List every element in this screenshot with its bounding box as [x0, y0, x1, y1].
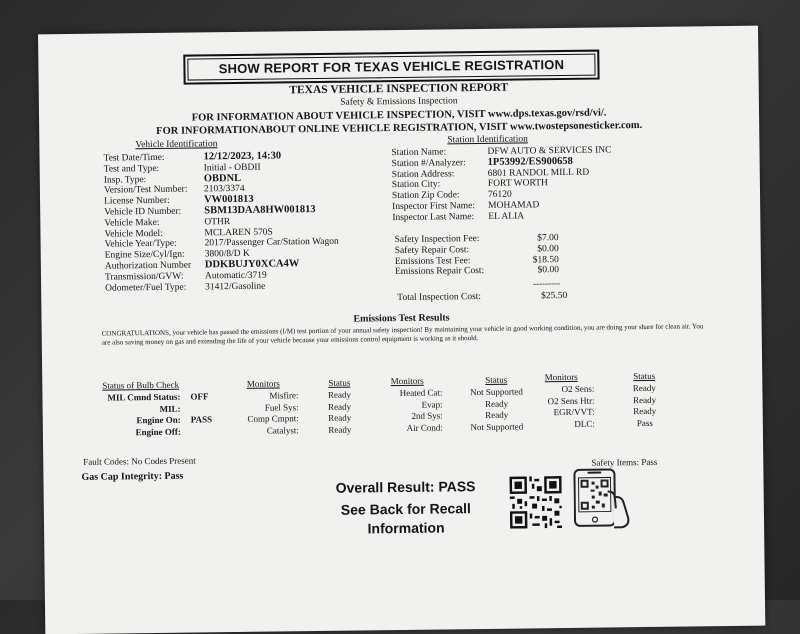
station-row: Inspector First Name: MOHAMAD — [392, 200, 540, 213]
station-row: Station #/Analyzer: 1P53992/ES900658 — [391, 155, 573, 169]
recall-line-1: See Back for Recall — [340, 500, 471, 518]
total-cost-value: $25.50 — [541, 290, 568, 302]
vehicle-row: Vehicle Year/Type: 2017/Passenger Car/Station Wagon — [104, 237, 339, 250]
bulb-check-heading: Status of Bulb Check — [102, 379, 180, 391]
station-row: Inspector Last Name: EL ALIA — [392, 211, 525, 223]
recall-line-2: Information — [367, 519, 445, 537]
vehicle-row: Vehicle Model: MCLAREN 570S — [104, 227, 273, 240]
monitor-row: O2 Sens Htr: Ready — [547, 394, 657, 406]
monitor-row: Air Cond: Not Supported — [406, 421, 524, 434]
vehicle-row: Test and Type: Initial - OBDII — [103, 162, 261, 175]
gas-cap-integrity: Gas Cap Integrity: Pass — [81, 470, 184, 483]
report-title: TEXAS VEHICLE INSPECTION REPORT — [289, 81, 509, 97]
overall-result: Overall Result: PASS — [335, 478, 476, 496]
bulb-row: MIL: — [159, 403, 181, 414]
report-subtitle: Safety & Emissions Inspection — [340, 96, 458, 108]
monitors-header: Monitors — [390, 375, 424, 387]
station-row: Station City: FORT WORTH — [391, 178, 548, 191]
station-row: Station Zip Code: 76120 — [391, 189, 512, 202]
monitor-row: EGR/VVT: Ready — [553, 406, 657, 418]
total-cost — [397, 291, 567, 304]
status-header: Status — [633, 370, 656, 382]
monitors-header: Monitors — [544, 371, 578, 383]
vehicle-identification-heading: Vehicle Identification — [135, 139, 218, 151]
monitor-row: 2nd Sys: Ready — [411, 410, 509, 422]
monitor-row: Heated Cat: Not Supported — [399, 386, 523, 398]
bulb-row: Engine Off: — [135, 426, 181, 438]
fee-row: Safety Inspection Fee: $7.00 — [394, 233, 559, 246]
status-header: Status — [485, 374, 508, 385]
monitor-row: Evap: Ready — [421, 398, 509, 410]
vehicle-row: Odometer/Fuel Type: 31412/Gasoline — [105, 281, 266, 294]
vehicle-row: Vehicle ID Number: SBM13DAA8HW001813 — [104, 204, 316, 218]
fee-row: Safety Repair Cost: $0.00 — [394, 243, 559, 256]
vehicle-identification — [103, 151, 339, 294]
bulb-row: MIL Cmnd Status: OFF — [107, 391, 209, 403]
station-identification-heading: Station Identification — [447, 134, 528, 146]
vehicle-row: Vehicle Make: OTHR — [104, 216, 231, 229]
safety-items: Safety Items: Pass — [591, 456, 658, 468]
bulb-check — [102, 379, 212, 439]
fee-row: Emissions Test Fee: $18.50 — [394, 254, 559, 267]
monitor-row: Catalyst: Ready — [266, 424, 352, 436]
status-header: Status — [328, 377, 351, 388]
monitor-group-3 — [528, 371, 675, 432]
monitor-row: Comp Cmpnt: Ready — [247, 412, 352, 425]
vehicle-row: Version/Test Number: 2103/3374 — [103, 184, 245, 196]
report-banner: SHOW REPORT FOR TEXAS VEHICLE REGISTRATION — [183, 50, 599, 85]
vehicle-row: Insp. Type: OBDNL — [103, 172, 242, 186]
monitor-group-2 — [372, 374, 537, 435]
monitor-row: Fuel Sys: Ready — [264, 401, 352, 413]
monitors-header: Monitors — [246, 378, 280, 389]
fee-row: Emissions Repair Cost: $0.00 — [394, 265, 560, 278]
monitor-row: Misfire: Ready — [269, 389, 352, 401]
emissions-congratulations: CONGRATULATIONS, your vehicle has passed the emissions (I/M) test portion of your annual safety inspection! By maintaining your vehicle in good working condition, you are doing your share for clean air. You are also saving money on gas and extending the life of your vehicle because your emissions control equipment is working as it should. — [101, 322, 704, 347]
station-row: Station Address: 6801 RANDOL MILL RD — [391, 167, 590, 180]
total-cost-label: Total Inspection Cost: — [397, 292, 482, 304]
vehicle-row: Transmission/GVW: Automatic/3719 — [104, 270, 267, 283]
vehicle-row: Engine Size/Cyl/Ign: 3800/8/D K — [104, 248, 250, 261]
monitor-row: O2 Sens: Ready — [561, 382, 656, 394]
inspection-report-paper — [38, 26, 765, 634]
fees-table — [395, 233, 560, 278]
qr-code-icon — [509, 476, 562, 529]
station-identification — [391, 145, 612, 223]
vehicle-row: Test Date/Time: 12/12/2023, 14:30 — [103, 150, 282, 164]
vehicle-row: Authorization Number DDKBUJY0XCA4W — [104, 258, 300, 272]
monitor-group-1 — [228, 377, 375, 438]
station-row: Station Name: DFW AUTO & SERVICES INC — [391, 145, 612, 159]
monitor-row: DLC: Pass — [574, 418, 653, 430]
fee-separator: --------- — [533, 278, 561, 289]
inspection-info-line: FOR INFORMATION ABOUT VEHICLE INSPECTION, VISIT www.dps.texas.gov/rsd/vi/. — [191, 107, 607, 124]
bulb-row: Engine On: PASS — [136, 414, 213, 426]
emissions-title: Emissions Test Results — [353, 312, 450, 325]
registration-info-line: FOR INFORMATIONABOUT ONLINE VEHICLE REGISTRATION, VISIT www.twostepsonesticker.com. — [156, 120, 643, 137]
fault-codes: Fault Codes: No Codes Present — [83, 455, 196, 467]
vehicle-row: License Number: VW001813 — [104, 193, 254, 207]
phone-qr-icon — [573, 467, 632, 530]
